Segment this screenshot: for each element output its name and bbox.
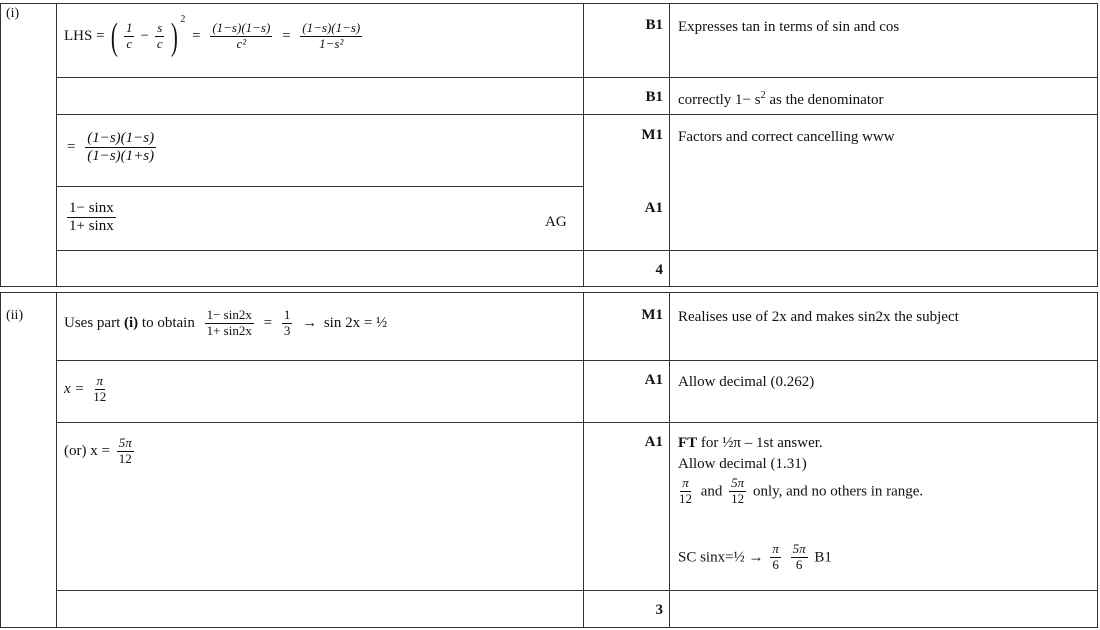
fraction-one-over-c: $\frac{1}{c}$ — [125, 20, 133, 52]
table-rule — [0, 286, 1098, 287]
open-paren: ( — [111, 15, 119, 58]
table-rule — [56, 186, 583, 187]
part-label-ii: (ii) — [6, 308, 24, 323]
mark-code: M1 — [641, 127, 663, 143]
table-rule — [56, 77, 1098, 78]
working-x-pi-12: x = $\frac{\pi}{12}$ — [64, 373, 107, 404]
answer-given-label: AG — [545, 214, 567, 230]
arrow-icon: → — [302, 314, 318, 331]
guidance-note: Allow decimal (0.262) — [678, 374, 815, 390]
working-factorised: = $\frac{(1-s)(1-s)}{(1-s)(1+s)}$ — [67, 130, 155, 165]
guidance-note: Realises use of 2x and makes sin2x the subject — [678, 309, 959, 325]
table-rule — [0, 292, 1, 628]
working-result — [64, 200, 119, 236]
table-rule — [0, 3, 1, 287]
guidance-note-special-case: SC sinx=½ → $\frac{\pi}{6}$ $\frac{5\pi}{6}$ B1 — [678, 541, 832, 572]
part-total: 4 — [655, 262, 663, 278]
fraction-s-over-c: $\frac{s}{c}$ — [156, 20, 163, 52]
fraction-expanded-over-1-minus-s2: $\frac{(1-s)(1-s)}{\text{1−s²}}$ — [302, 20, 361, 52]
table-rule — [583, 3, 584, 287]
mark-code: M1 — [641, 307, 663, 323]
mark-code: A1 — [644, 200, 663, 216]
table-rule — [56, 3, 57, 287]
table-rule — [56, 114, 1098, 115]
guidance-note: correctly $1- s^2$ as the denominator — [678, 90, 884, 108]
fraction-one-third: $\frac{1}{3}$ — [283, 307, 291, 338]
table-rule — [1097, 292, 1098, 628]
table-rule — [0, 292, 1098, 293]
mark-code: B1 — [645, 17, 663, 33]
guidance-note-ft: FT for ½π – 1st answer. — [678, 435, 823, 451]
table-rule — [56, 250, 1098, 251]
table-rule — [0, 3, 1098, 4]
close-paren: ) — [170, 15, 178, 58]
part-total: 3 — [655, 602, 663, 618]
working-uses-part-i: Uses part (i) to obtain $\frac{1- \sin 2x}{1+ \sin 2x}$ = $\frac{1}{3}$ → sin 2x = ½ — [64, 307, 388, 338]
table-rule — [56, 590, 1098, 591]
table-rule — [1097, 3, 1098, 287]
guidance-note-range: $\frac{\pi}{12}$ and $\frac{5\pi}{12}$ only, and no others in range. — [679, 475, 924, 506]
working-x-5pi-12: (or) x = $\frac{5\pi}{12}$ — [64, 435, 132, 466]
table-rule — [669, 3, 670, 287]
mark-code: A1 — [644, 372, 663, 388]
table-rule — [56, 360, 1098, 361]
working-lhs-expansion: LHS = ( $\frac{1}{c}$ − $\frac{s}{c}$ ) $^2$ = $\frac{(1-s)(1-s)}{\text{c²}}$ = $\frac{(1-s)(1-s)}{\text{1−s²}}$ — [64, 14, 361, 58]
table-rule — [669, 292, 670, 628]
lhs-label: LHS = — [64, 28, 105, 45]
fraction-pi-over-12: $\frac{\pi}{12}$ — [93, 373, 107, 404]
fraction-factorised: $\frac{(1-s)(1-s)}{(1-s)(1+s)}$ — [87, 130, 155, 165]
fraction-result: $\frac{1- \sin x}{1+ \sin x}$ — [69, 200, 114, 235]
fraction-expanded-over-c2: $\frac{(1-s)(1-s)}{\text{c²}}$ — [212, 20, 271, 52]
guidance-note: Factors and correct cancelling www — [678, 129, 895, 145]
table-rule — [56, 292, 57, 628]
fraction-sin2x: $\frac{1- \sin 2x}{1+ \sin 2x}$ — [206, 307, 252, 338]
table-rule — [0, 627, 1098, 628]
part-label-i: (i) — [6, 6, 20, 21]
guidance-note: Expresses tan in terms of sin and cos — [678, 19, 900, 35]
table-rule — [56, 422, 1098, 423]
table-rule — [583, 292, 584, 628]
power-two: 2 — [180, 14, 186, 25]
mark-code: A1 — [644, 434, 663, 450]
guidance-note-decimal: Allow decimal (1.31) — [678, 456, 807, 472]
fraction-5pi-over-12: $\frac{5\pi}{12}$ — [118, 435, 132, 466]
mark-code: B1 — [645, 89, 663, 105]
